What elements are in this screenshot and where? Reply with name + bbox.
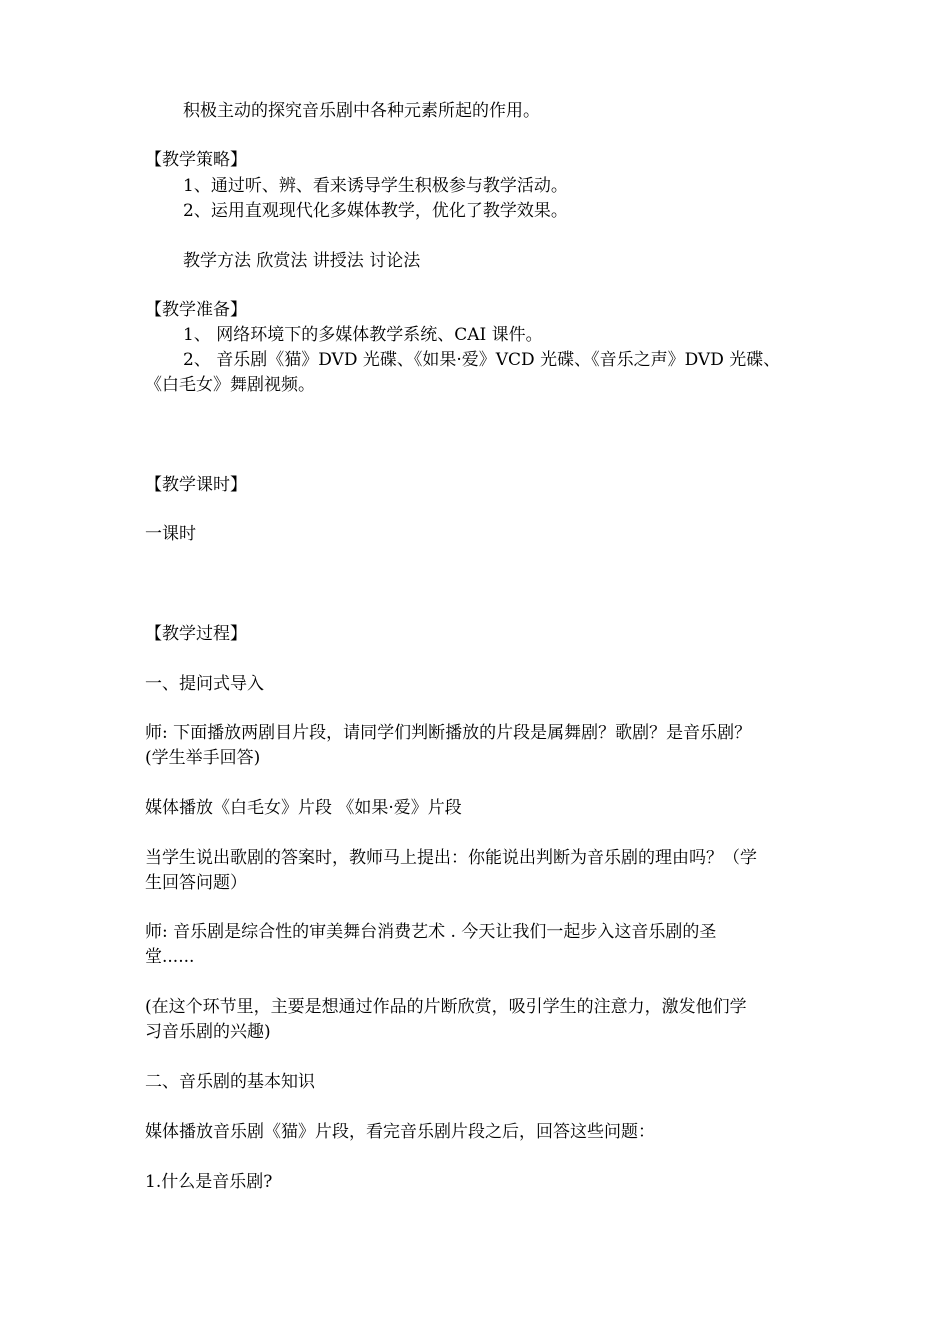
- paragraph-1-line-1: 师: 下面播放两剧目片段，请同学们判断播放的片段是属舞剧？歌剧？是音乐剧？: [145, 723, 752, 743]
- question-1: 1.什么是音乐剧?: [145, 1172, 273, 1192]
- section-2-title: 二、音乐剧的基本知识: [145, 1072, 315, 1092]
- paragraph-3-line-1: 当学生说出歌剧的答案时，教师马上提出：你能说出判断为音乐剧的理由吗？（学: [145, 848, 757, 868]
- preparation-item-2-line-2: 《白毛女》舞剧视频。: [145, 375, 315, 395]
- paragraph-1-line-2: (学生举手回答): [145, 748, 261, 768]
- paragraph-5-line-2: 习音乐剧的兴趣): [145, 1022, 271, 1042]
- process-heading: 【教学过程】: [145, 624, 247, 644]
- duration-value: 一课时: [145, 524, 196, 544]
- paragraph-4-line-2: 堂......: [145, 947, 195, 967]
- preparation-item-1: 1、 网络环境下的多媒体教学系统、CAI 课件。: [183, 325, 543, 345]
- section-1-title: 一、提问式导入: [145, 674, 264, 694]
- paragraph-3-line-2: 生回答问题）: [145, 873, 247, 893]
- strategy-item-1: 1、通过听、辨、看来诱导学生积极参与教学活动。: [183, 176, 568, 196]
- duration-heading: 【教学课时】: [145, 475, 247, 495]
- preparation-item-2-line-1: 2、 音乐剧《猫》DVD 光碟、《如果·爱》VCD 光碟、《音乐之声》DVD 光碟、: [183, 350, 781, 370]
- preparation-heading: 【教学准备】: [145, 300, 247, 320]
- paragraph-5-line-1: (在这个环节里，主要是想通过作品的片断欣赏，吸引学生的注意力，激发他们学: [145, 997, 747, 1017]
- paragraph-2: 媒体播放《白毛女》片段 《如果·爱》片段: [145, 798, 462, 818]
- teaching-methods: 教学方法 欣赏法 讲授法 讨论法: [183, 251, 421, 271]
- objective-tail: 积极主动的探究音乐剧中各种元素所起的作用。: [183, 101, 540, 121]
- strategy-heading: 【教学策略】: [145, 150, 247, 170]
- paragraph-4-line-1: 师: 音乐剧是综合性的审美舞台消费艺术 . 今天让我们一起步入这音乐剧的圣: [145, 922, 717, 942]
- strategy-item-2: 2、运用直观现代化多媒体教学，优化了教学效果。: [183, 201, 568, 221]
- paragraph-6: 媒体播放音乐剧《猫》片段，看完音乐剧片段之后，回答这些问题：: [145, 1122, 655, 1142]
